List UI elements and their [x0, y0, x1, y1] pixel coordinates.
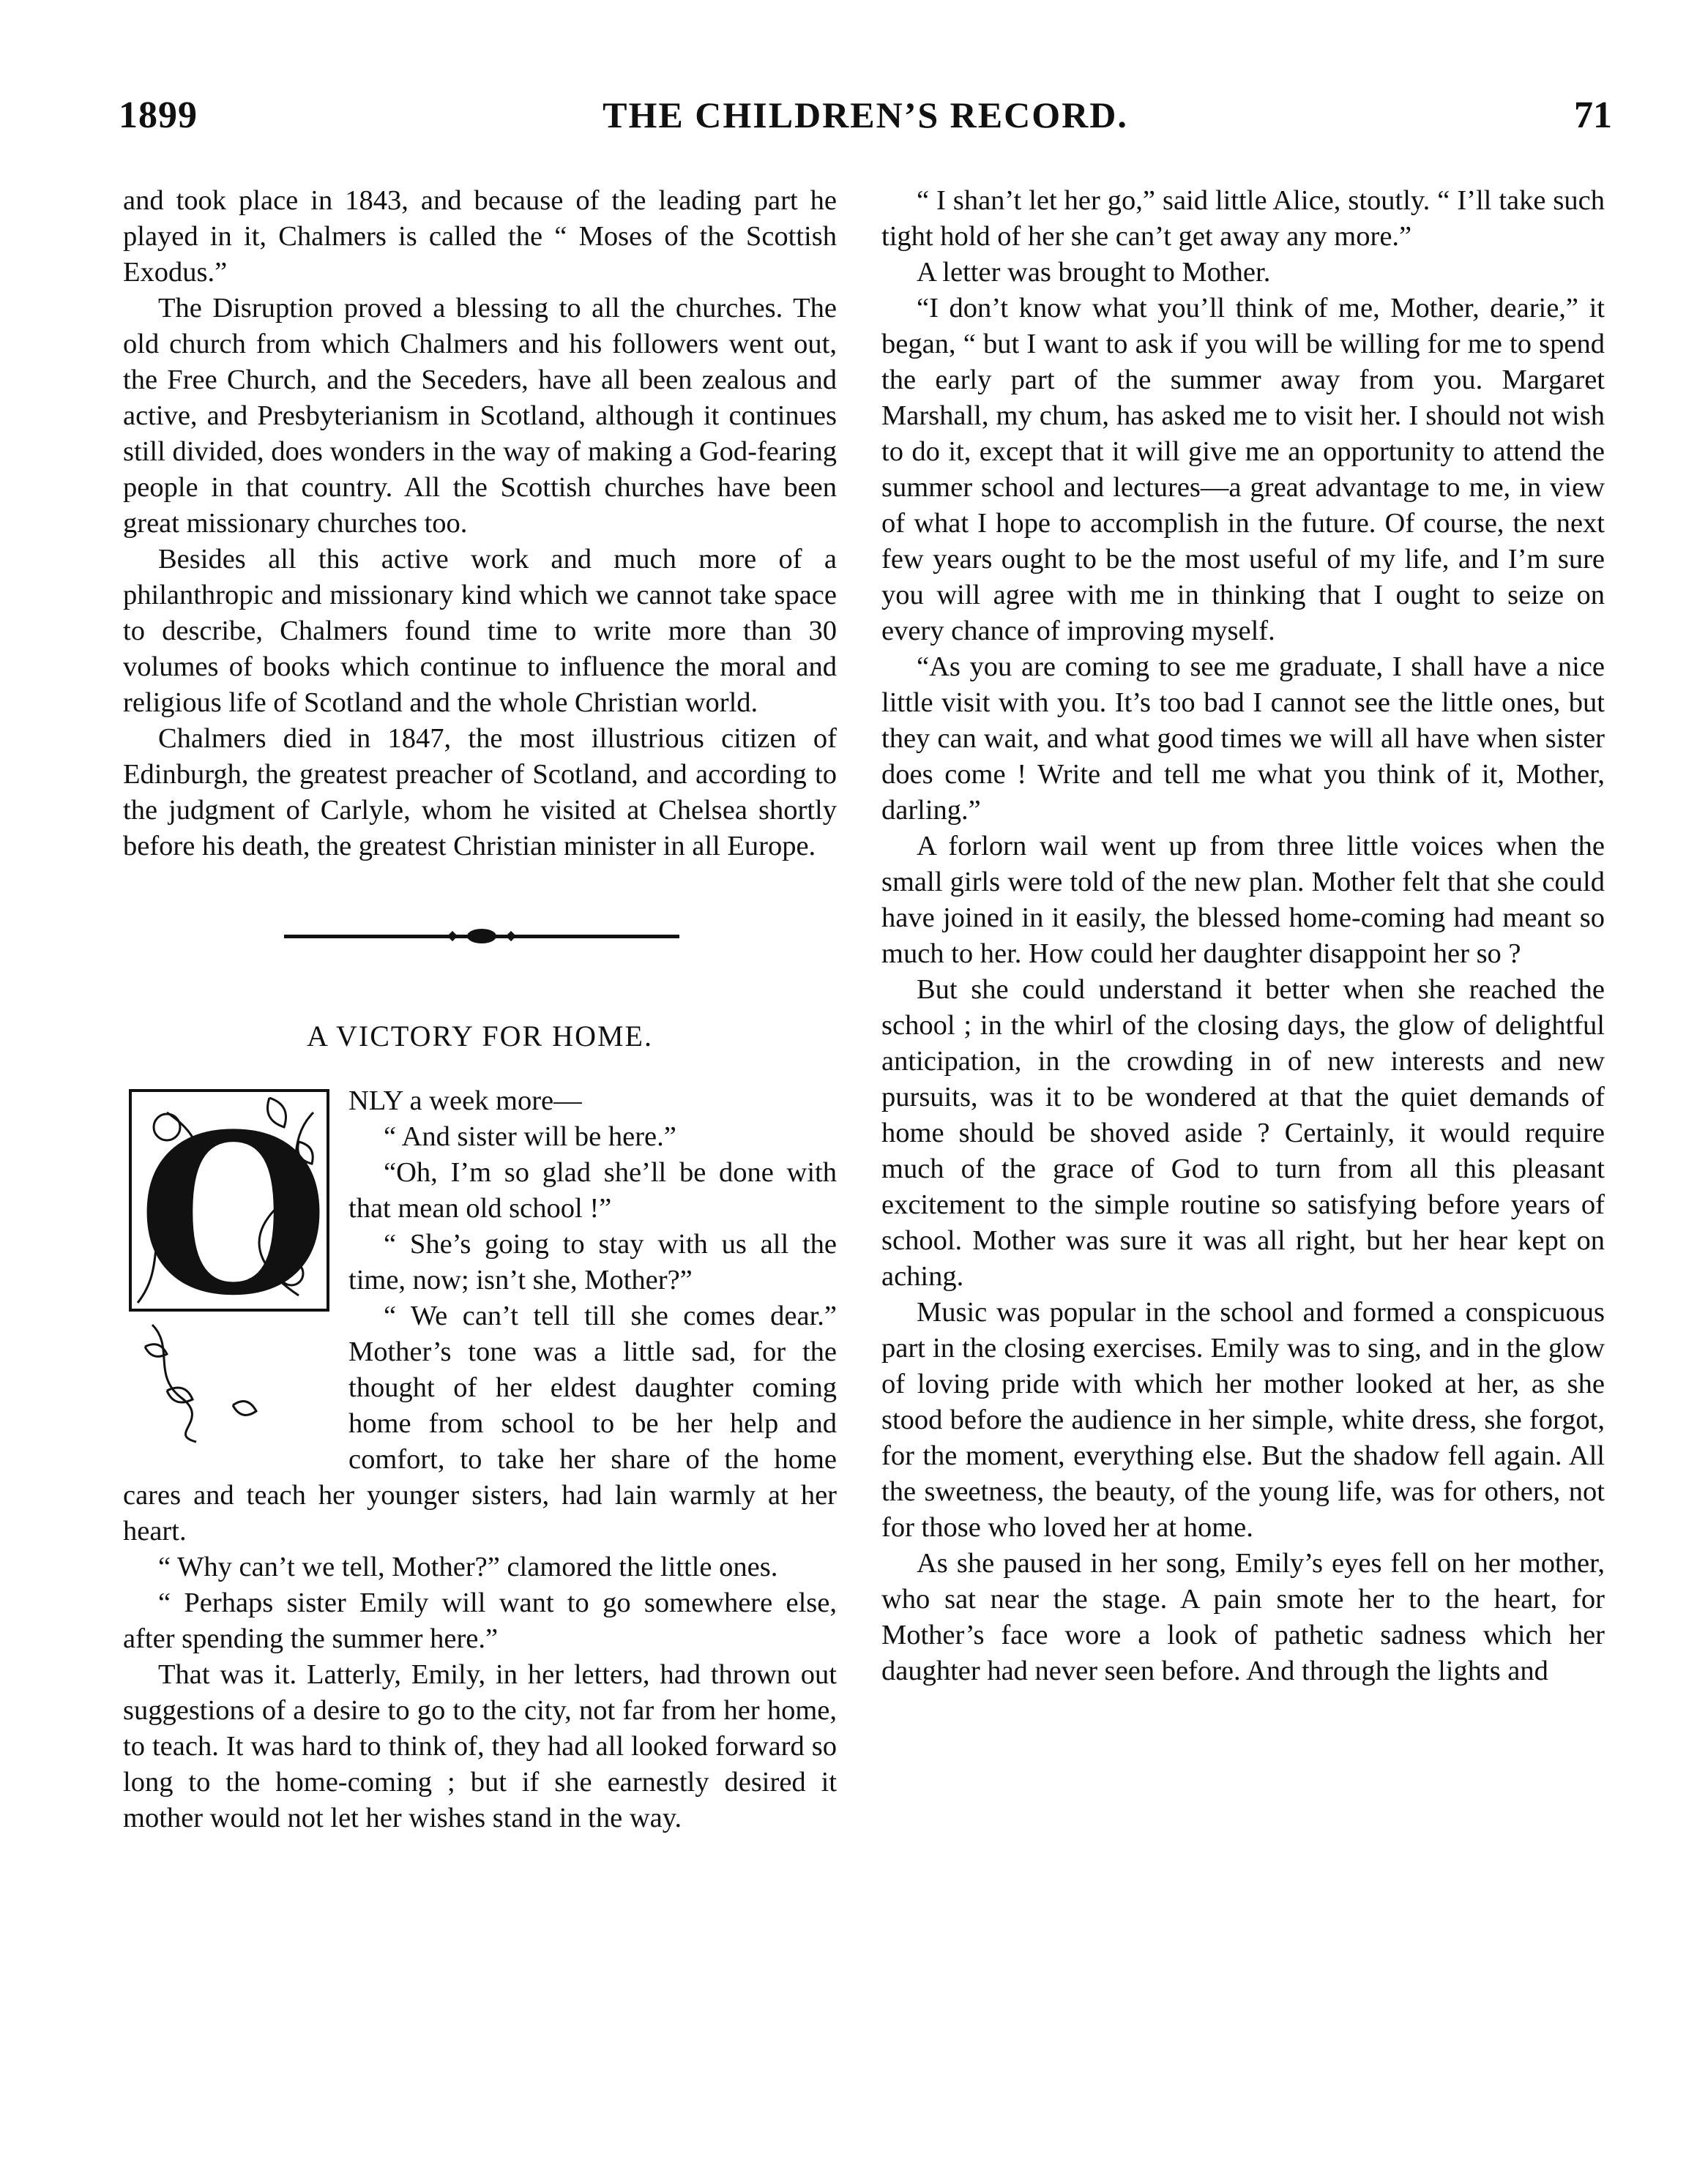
- divider-dot-icon: [506, 931, 516, 941]
- paragraph: “ And sister will be here.”: [384, 1121, 676, 1152]
- left-column: [123, 183, 837, 1836]
- ornate-dropcap: [123, 1083, 335, 1449]
- page-number: 71: [1574, 94, 1612, 136]
- paragraph: “ She’s going to stay with us all the time, now; isn’t she, Mother?”: [348, 1229, 837, 1295]
- paragraph: NLY a week more—: [348, 1085, 582, 1116]
- divider-ornament-icon: [467, 929, 496, 943]
- header-title: THE CHILDREN’S RECORD.: [603, 94, 1128, 135]
- ornamental-divider: [123, 886, 837, 974]
- paragraph: “ Why can’t we tell, Mother?” clamored the little ones.: [158, 1552, 778, 1582]
- paragraph: A letter was brought to Mother.: [917, 257, 1271, 288]
- story-title: A VICTORY FOR HOME.: [307, 1020, 653, 1052]
- paragraph: Chalmers died in 1847, the most illustrious citizen of Edinburgh, the greatest preacher of Scotland, and according to the judgment of Carlyle, whom he visited at Chelsea shortly before his death, the greatest Christian minister in all Europe.: [123, 723, 837, 861]
- paragraph: “ Perhaps sister Emily will want to go somewhere else, after spending the summer here.”: [123, 1587, 837, 1654]
- page-header: [119, 94, 1612, 145]
- paragraph: As she paused in her song, Emily’s eyes fell on her mother, who sat near the stage. A pain smote her to the heart, for Mother’s face wore a look of pathetic sadness which her daughter had never seen before. And through the lights and: [881, 1548, 1605, 1686]
- paragraph: “ I shan’t let her go,” said little Alice, stoutly. “ I’ll take such tight hold of her she can’t get away any more.”: [881, 185, 1605, 252]
- story-opening: [123, 1083, 837, 1549]
- paragraph: Besides all this active work and much more of a philanthropic and missionary kind which we cannot take space to describe, Chalmers found time to write more than 30 volumes of books which continue to influence the moral and religious life of Scotland and the whole Christian world.: [123, 544, 837, 718]
- paragraph: The Disruption proved a blessing to all the churches. The old church from which Chalmers and his followers went out, the Free Church, and the Seceders, have all been zealous and active, and Presbyterianism in Scotland, although it continues still divided, does wonders in the way of making a God-fearing people in that country. All the Scottish churches have been great missionary churches too.: [123, 293, 837, 539]
- paragraph: “I don’t know what you’ll think of me, Mother, dearie,” it began, “ but I want to ask if you will be willing for me to spend the early part of the summer away from you. Margaret Marshall, my chum, has asked me to visit her. I should not wish to do it, except that it will give me an opportunity to attend the summer school and lectures—a great advantage to me, in view of what I hope to accomplish in the future. Of course, the next few years ought to be the most useful of my life, and I’m sure you will agree with me in thinking that I ought to seize on every chance of improving myself.: [881, 293, 1605, 646]
- paragraph: But she could understand it better when she reached the school ; in the whirl of the closing days, the glow of delightful anticipation, in the crowding in of new interests and new pursuits, was it to be wondered at that the quiet demands of home should be shoved aside ? Certainly, it would require much of the grace of God to turn from all this pleasant excitement to the simple routine so satisfying before years of school. Mother was sure it was all right, but her hear kept on aching.: [881, 974, 1605, 1292]
- paragraph: Music was popular in the school and formed a conspicuous part in the closing exercises. Emily was to sing, and in the glow of loving pride with which her mother looked at her, as she stood before the audience in her simple, white dress, she forgot, for the moment, everything else. But the shadow fell again. All the sweetness, the beauty, of the young life, was for others, not for those who loved her at home.: [881, 1297, 1605, 1543]
- right-column: [881, 183, 1605, 1689]
- divider-dot-icon: [447, 931, 458, 941]
- paragraph: A forlorn wail went up from three little voices when the small girls were told of the new plan. Mother felt that she could have joined in it easily, the blessed home-coming had meant so much to her. How could her daughter disappoint her so ?: [881, 831, 1605, 969]
- paragraph: “As you are coming to see me graduate, I shall have a nice little visit with you. It’s too bad I cannot see the little ones, but they can wait, and what good times we will all have when sister does come ! Write and tell me what you think of it, Mother, darling.”: [881, 651, 1605, 826]
- paragraph: and took place in 1843, and because of the leading part he played in it, Chalmers is called the “ Moses of the Scottish Exodus.”: [123, 185, 837, 288]
- paragraph: “ We can’t tell till she comes dear.” Mother’s tone was a little sad, for the thought of her eldest daughter coming home from school to be her help and comfort, to take her share of the home cares and teach her younger sisters, had lain warmly at her heart.: [123, 1301, 837, 1547]
- paragraph: “Oh, I’m so glad she’ll be done with that mean old school !”: [348, 1157, 837, 1224]
- header-year: 1899: [119, 94, 198, 136]
- dropcap-letter: O: [138, 1085, 329, 1344]
- paragraph: That was it. Latterly, Emily, in her letters, had thrown out suggestions of a desire to go to the city, not far from her home, to teach. It was hard to think of, they had all looked forward so long to the home-coming ; but if she earnestly desired it mother would not let her wishes stand in the way.: [123, 1659, 837, 1833]
